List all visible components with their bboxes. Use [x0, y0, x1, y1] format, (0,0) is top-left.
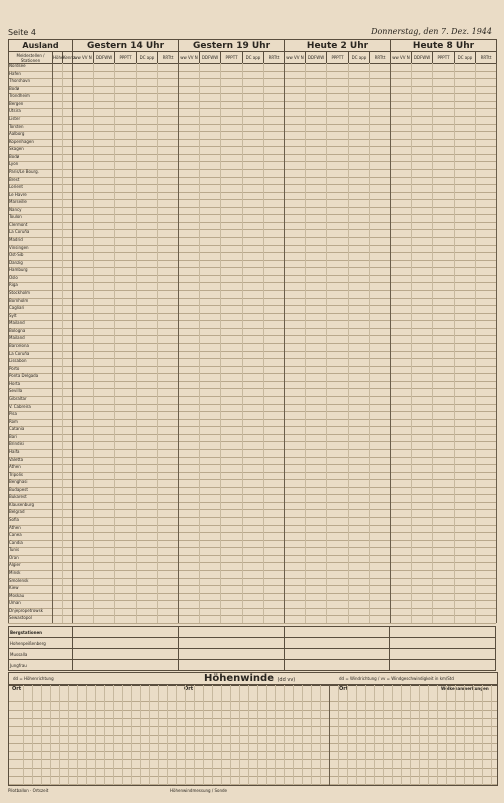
hoehen-col: [293, 685, 294, 785]
hoehen-col: [437, 685, 438, 785]
hoehen-col: [410, 685, 411, 785]
station-name: Sewastopol: [9, 615, 32, 621]
subheader-ppptt: PPPTT: [327, 52, 349, 64]
header-heute-2: Heute 2 Uhr: [285, 40, 391, 52]
subheader-dc: DC app: [349, 52, 370, 64]
hoehen-col: [194, 685, 195, 785]
hoehen-col: [77, 685, 78, 785]
station-name: Aalborg: [9, 131, 25, 137]
station-name: Candia: [9, 539, 23, 545]
station-name: Budapest: [9, 486, 28, 492]
hoehen-col: [50, 685, 51, 785]
station-name: Oslo: [9, 274, 18, 280]
subheader-stations: Meldestellen / Stationen: [9, 52, 53, 64]
mountain-station: Jungfrau: [9, 660, 73, 671]
subheader-ppptt: PPPTT: [221, 52, 243, 64]
subheader-ww: ww VV N: [179, 52, 200, 64]
hoehenwinde-title-text: Höhenwinde: [204, 673, 274, 684]
station-name: Kopenhagen: [9, 138, 34, 144]
station-name: Nancy: [9, 206, 22, 212]
ort-label: Ort: [339, 686, 349, 692]
grid-subdivider: [263, 63, 264, 623]
grid-divider: [284, 63, 285, 623]
station-name: Bodø: [9, 85, 20, 91]
hoehen-col: [149, 685, 150, 785]
hoehen-col: [32, 685, 33, 785]
station-name: Klausenburg: [9, 501, 34, 507]
grid-divider: [496, 63, 497, 623]
hoehen-col: [455, 685, 456, 785]
station-name: Smolensk: [9, 577, 29, 583]
header-gestern-14: Gestern 14 Uhr: [73, 40, 179, 52]
station-name: Lorient: [9, 184, 23, 190]
hoehen-col: [176, 685, 177, 785]
mountain-stations-band: [8, 626, 496, 671]
hoehen-col: [266, 685, 267, 785]
header-heute-8: Heute 8 Uhr: [391, 40, 497, 52]
hoehen-col: [221, 685, 222, 785]
grid-divider: [52, 63, 53, 623]
hoehenwinde-right-note: dd = Windrichtung / vv = Windgeschwindigkeit in km/Std: [339, 676, 454, 681]
subheader-ddfww: DDFWW: [306, 52, 327, 64]
hoehenwinde-title: [204, 673, 295, 684]
subheader-dc: DC app: [243, 52, 264, 64]
subheader-ddfww: DDFWW: [412, 52, 433, 64]
hoehen-col: [23, 685, 24, 785]
station-name: Marseille: [9, 199, 27, 205]
hoehen-col: [401, 685, 402, 785]
station-name: Trondheim: [9, 93, 30, 99]
grid-subdivider: [114, 63, 115, 623]
station-name: Lissabon: [9, 358, 27, 364]
hoehen-col: [446, 685, 447, 785]
station-name: Ost-Sib: [9, 252, 24, 258]
hoehen-col: [284, 685, 285, 785]
station-name: Ponta Delgada: [9, 373, 39, 379]
station-name: Mailand: [9, 335, 25, 341]
hoehen-col: [356, 685, 357, 785]
hoehen-col: [374, 685, 375, 785]
subheader-rr: RRTtt: [476, 52, 497, 64]
station-name: Catania: [9, 426, 25, 432]
hoehen-col: [311, 685, 312, 785]
hoehen-col: [131, 685, 132, 785]
footer-right: Höhenwindmessung / Sonde: [170, 788, 227, 793]
date-line: Donnerstag, den 7. Dez. 1944: [371, 27, 492, 36]
hoehen-col: [185, 685, 186, 785]
station-name: Torsten: [9, 123, 24, 129]
station-name: Clermont: [9, 221, 28, 227]
subheader-ppptt: PPPTT: [115, 52, 137, 64]
station-name: Vinsingen: [9, 244, 29, 250]
hoehen-col: [140, 685, 141, 785]
station-name: Utsira: [9, 108, 21, 114]
station-name: Athen: [9, 464, 21, 470]
hoehen-col: [104, 685, 105, 785]
hoehen-col: [338, 685, 339, 785]
station-name: Gibraltar: [9, 395, 27, 401]
hoehen-col: [158, 685, 159, 785]
hoehen-col: [275, 685, 276, 785]
subheader-ddfww: DDFWW: [94, 52, 115, 64]
subheader-hoehe: Höhe: [53, 52, 63, 64]
station-name: Paris/Le Bourg.: [9, 168, 39, 174]
station-name: Dnjepropetrowsk: [9, 607, 43, 613]
station-name: Moskau: [9, 592, 25, 598]
subheader-ww: ww VV N: [285, 52, 306, 64]
ort-label: Ort: [12, 686, 22, 692]
hoehen-col: [464, 685, 465, 785]
hoehen-col: [95, 685, 96, 785]
grid-divider: [178, 63, 179, 623]
station-name: Oran: [9, 554, 19, 560]
station-name: Valetta: [9, 456, 24, 462]
subheader-rr: RRTtt: [158, 52, 179, 64]
station-name: Bari: [9, 433, 17, 439]
station-name: Bergen: [9, 100, 24, 106]
station-name: Riga: [9, 282, 18, 288]
station-name: Thorshavn: [9, 78, 31, 84]
station-name: Danzig: [9, 259, 23, 265]
hoehen-row: [9, 776, 497, 785]
station-name: Athen: [9, 524, 21, 530]
hoehen-col: [491, 685, 492, 785]
station-name: Lyon: [9, 161, 19, 167]
hoehen-col: [257, 685, 258, 785]
station-name: Hamburg: [9, 267, 28, 273]
station-name: Hafen: [9, 70, 21, 76]
subheader-ddfww: DDFWW: [200, 52, 221, 64]
station-name: Canea: [9, 532, 22, 538]
station-name: Bukarest: [9, 494, 27, 500]
grid-divider: [62, 63, 63, 623]
grid-subdivider: [305, 63, 306, 623]
header-gestern-19: Gestern 19 Uhr: [179, 40, 285, 52]
station-name: Kiew: [9, 585, 19, 591]
grid-subdivider: [411, 63, 412, 623]
mountain-station: Mussalla: [9, 649, 73, 660]
grid-subdivider: [369, 63, 370, 623]
station-name: Benghasi: [9, 479, 28, 485]
station-row: [8, 615, 496, 624]
grid-subdivider: [432, 63, 433, 623]
hoehenwinde-grid: [8, 684, 498, 786]
hoehen-col: [347, 685, 348, 785]
mountain-station: Hohenpeißenberg: [9, 638, 73, 649]
hoehen-col: [248, 685, 249, 785]
hoehen-col: [482, 685, 483, 785]
station-grid: [8, 63, 496, 623]
hoehen-col: [428, 685, 429, 785]
station-name: Mailand: [9, 320, 25, 326]
subheader-ww: ww VV N: [391, 52, 412, 64]
station-name: Pisa: [9, 411, 17, 417]
station-name: Bodø: [9, 153, 20, 159]
hoehenwinde-left-note: dd = Höhenrichtung: [13, 676, 54, 681]
station-name: Haifa: [9, 448, 20, 454]
grid-subdivider: [199, 63, 200, 623]
station-name: Madrid: [9, 237, 23, 243]
station-name: Brindisi: [9, 441, 24, 447]
station-name: Porto: [9, 365, 20, 371]
subheader-ppptt: PPPTT: [433, 52, 455, 64]
station-name: Lister: [9, 115, 21, 121]
station-name: La Coruña: [9, 350, 30, 356]
station-name: Tunis: [9, 547, 20, 553]
station-name: Sevilla: [9, 388, 23, 394]
subheader-rr: RRTtt: [264, 52, 285, 64]
ort-label: Ort: [184, 686, 194, 692]
hoehen-col: [212, 685, 213, 785]
grid-divider: [390, 63, 391, 623]
hoehen-col: [365, 685, 366, 785]
station-name: Horta: [9, 380, 21, 386]
hoehen-col: [320, 685, 321, 785]
grid-divider: [72, 63, 73, 623]
station-name: Algier: [9, 562, 21, 568]
station-name: V. Cabreira: [9, 403, 31, 409]
wolken-label: Wolkenanmerkungen: [441, 686, 489, 691]
hoehen-col: [122, 685, 123, 785]
station-name: Nordsee: [9, 63, 26, 68]
bergstationen-label: Bergstationen: [9, 627, 73, 638]
grid-subdivider: [220, 63, 221, 623]
grid-subdivider: [242, 63, 243, 623]
hoehen-col: [86, 685, 87, 785]
hoehen-col: [473, 685, 474, 785]
subheader-dc: DC app: [137, 52, 158, 64]
hoehen-col: [230, 685, 231, 785]
station-name: Sofia: [9, 517, 19, 523]
hoehen-col: [59, 685, 60, 785]
hoehen-col: [383, 685, 384, 785]
station-name: Sylt: [9, 312, 17, 318]
grid-divider: [8, 63, 9, 623]
hoehen-col: [167, 685, 168, 785]
station-name: Barcelona: [9, 343, 29, 348]
station-name: Bologna: [9, 327, 26, 333]
hoehen-col: [392, 685, 393, 785]
station-name: La Coruña: [9, 229, 30, 235]
hoehen-col: [302, 685, 303, 785]
station-name: Uman: [9, 600, 21, 606]
subheader-ww: ww VV N: [73, 52, 94, 64]
hoehen-col: [68, 685, 69, 785]
station-name: Cagliari: [9, 305, 25, 311]
hoehen-col: [239, 685, 240, 785]
station-name: Belgrad: [9, 509, 25, 515]
station-name: Tripolis: [9, 471, 23, 477]
station-name: Skagen: [9, 146, 24, 152]
station-name: Bornholm: [9, 297, 29, 303]
grid-subdivider: [136, 63, 137, 623]
station-name: Rom: [9, 418, 18, 424]
grid-subdivider: [93, 63, 94, 623]
subheader-kennz: Kennz.: [63, 52, 73, 64]
header-ausland: Ausland: [9, 40, 73, 52]
hoehen-col: [113, 685, 114, 785]
page-number: Seite 4: [8, 28, 36, 37]
grid-subdivider: [326, 63, 327, 623]
grid-subdivider: [454, 63, 455, 623]
station-name: Minsk: [9, 570, 21, 576]
subheader-rr: RRTtt: [370, 52, 391, 64]
subheader-dc: DC app: [455, 52, 476, 64]
hoehen-col: [203, 685, 204, 785]
hoehenwinde-title-suffix: (dd vv): [277, 677, 296, 683]
hoehen-col: [41, 685, 42, 785]
grid-subdivider: [348, 63, 349, 623]
station-name: Toulon: [9, 214, 22, 220]
hoehen-col: [419, 685, 420, 785]
station-name: Le Havre: [9, 191, 27, 197]
station-name: Stockholm: [9, 290, 31, 296]
hoehen-col: [329, 685, 330, 785]
grid-subdivider: [157, 63, 158, 623]
footer-left: Pilotballon · Ortszeit: [8, 788, 49, 793]
station-name: Brest: [9, 176, 20, 182]
grid-subdivider: [475, 63, 476, 623]
